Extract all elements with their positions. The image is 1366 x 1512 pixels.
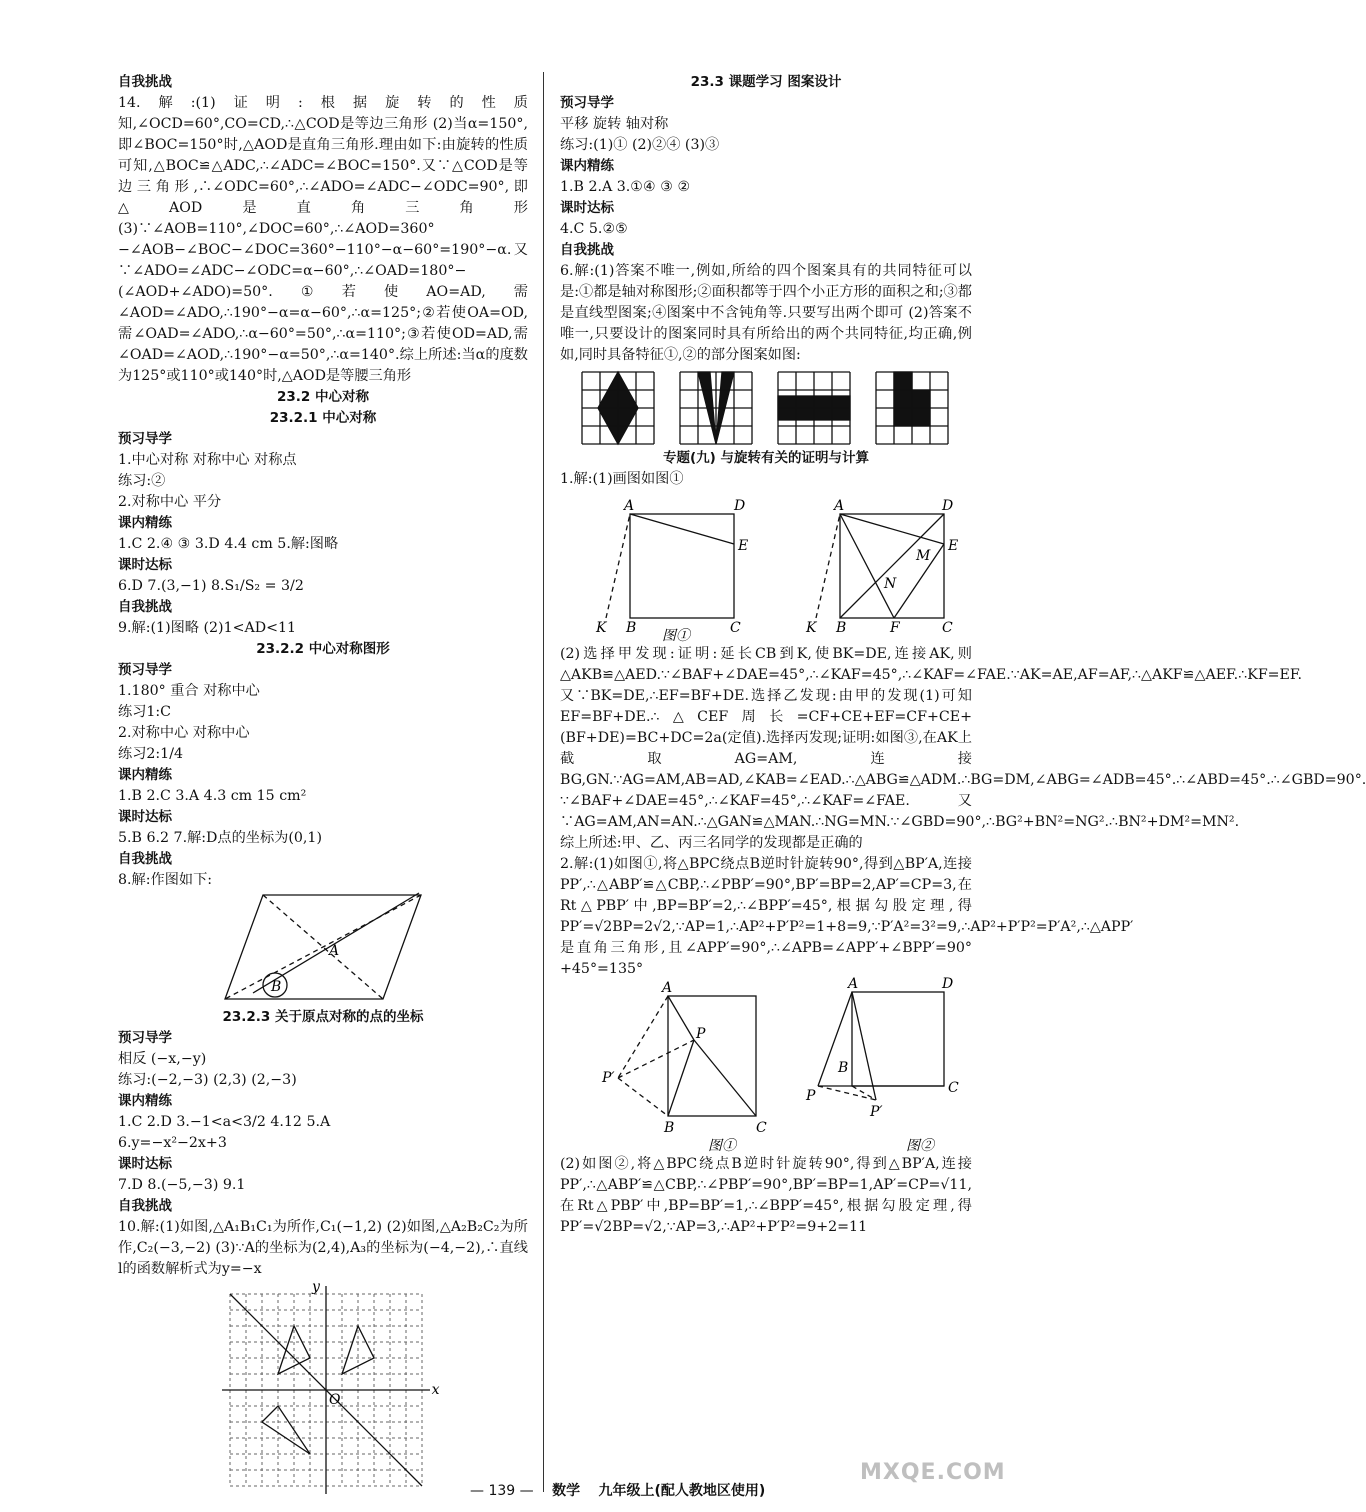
page-number: — 139 —	[470, 1483, 534, 1499]
figure-label: D	[734, 498, 746, 514]
figure-label: K	[596, 620, 607, 636]
answer-text: 1.B 2.A 3.①④ ③ ②	[560, 179, 691, 195]
figure-label: P	[696, 1026, 706, 1042]
section-heading: 自我挑战	[118, 851, 172, 867]
figure-label: D	[942, 498, 954, 514]
figure-label: P′	[602, 1070, 615, 1086]
answer-text: 5.B 6.2 7.解:D点的坐标为(0,1)	[118, 830, 322, 846]
section-heading: 课时达标	[118, 809, 172, 825]
section-heading: 预习导学	[560, 95, 614, 111]
section-heading: 课内精练	[118, 767, 172, 783]
answer-text: 9.解:(1)图略 (2)1<AD<11	[118, 620, 297, 636]
answer-text: 6.D 7.(3,−1) 8.S₁/S₂ = 3/2	[118, 578, 304, 594]
figure-rect	[894, 372, 912, 390]
figure-label: A	[848, 976, 859, 992]
section-title: 专题(九) 与旋转有关的证明与计算	[662, 450, 870, 466]
answer-text: (2)选择甲发现:证明:延长CB到K,使BK=DE,连接AK,则△AKB≌△AED.∵∠BAF+∠DAE=45°,∴∠KAF=45°,∴∠KAF=∠FAE.∵AK=AE,AF=AF,∴△AKF≌△AEF.∴KF=EF.又∵BK=DE,∴EF=BF+DE.选择乙发现:由甲的发现(1)可知EF=BF+DE.∴△CEF周长=CF+CE+EF=CF+CE+(BF+DE)=BC+DC=2a(定值).选择丙发现;证明:如图③,在AK上截取AG=AM,连接BG,GN.∵AG=AM,AB=AD,∠KAB=∠EAD.∴△ABG≌△ADM.∴BG=DM,∠ABG=∠ADB=45°.∴∠ABD=45°.∴∠GBD=90°.	[560, 646, 1366, 788]
figure-label: P	[806, 1088, 816, 1104]
figure-label: C	[730, 620, 741, 636]
answer-text: 10.解:(1)如图,△A₁B₁C₁为所作,C₁(−1,2) (2)如图,△A₂B₂C₂为所作,C₂(−3,−2) (3)∵A的坐标为(2,4),A₃的坐标为(−4,−2),∴直线l的函数解析式为y=−x	[118, 1219, 528, 1277]
figure-label: F	[890, 620, 900, 636]
section-heading: 课时达标	[118, 557, 172, 573]
figure-label: E	[948, 538, 959, 554]
figure-line	[840, 514, 894, 618]
answer-text: 相反 (−x,−y)	[118, 1051, 207, 1067]
figure-line	[668, 1040, 694, 1116]
figure-label: B	[626, 620, 637, 636]
answer-text: ∵∠BAF+∠DAE=45°,∴∠KAF=45°,∴∠KAF=∠FAE.又∵AG=AM,AN=AN.∴△GAN≌△MAN.∴NG=MN.∵∠GBD=90°,∴BG²+BN²=NG².∴BN²+DM²=MN².综上所述:甲、乙、丙三名同学的发现都是正确的	[560, 793, 1240, 851]
answer-text: 练习:(−2,−3) (2,3) (2,−3)	[118, 1072, 297, 1088]
answer-text: 练习:(1)① (2)②④ (3)③	[560, 137, 720, 153]
figure-label: C	[942, 620, 953, 636]
figure-label: A	[834, 498, 845, 514]
section-heading: 自我挑战	[118, 1198, 172, 1214]
figure-label: O	[329, 1392, 341, 1408]
section-heading: 预习导学	[118, 1030, 172, 1046]
page-footer	[470, 1480, 765, 1500]
answer-text: (2)如图②,将△BPC绕点B逆时针旋转90°,得到△BP′A,连接PP′,∴△ABP′≌△CBP,∴∠PBP′=90°,BP′=BP=1,AP′=CP=√11,在Rt△PBP′中,BP=BP′=1,∴∠BPP′=45°,根据勾股定理,得PP′=√2BP=√2,∵AP=3,∴AP²+P′P²=9+2=11	[560, 1156, 972, 1235]
pattern-diamond	[580, 370, 656, 446]
figure-label: C	[756, 1120, 767, 1136]
answer-text: 平移 旋转 轴对称	[560, 116, 669, 132]
answer-text: 1.C 2.D 3.−1<a<3/2 4.12 5.A	[118, 1114, 331, 1130]
answer-text: 6.y=−x²−2x+3	[118, 1135, 227, 1151]
answer-text: 8.解:作图如下:	[118, 872, 213, 888]
figure-label: C	[948, 1080, 959, 1096]
figure-line	[694, 1040, 756, 1116]
answer-text: 1.C 2.④ ③ 3.D 4.4 cm 5.解:图略	[118, 536, 339, 552]
section-title: 23.3 课题学习 图案设计	[690, 74, 842, 90]
figure-rect	[668, 996, 756, 1116]
section-heading: 自我挑战	[118, 74, 172, 90]
figure-label: B	[838, 1060, 849, 1076]
answer-text: 1.中心对称 对称中心 对称点	[118, 452, 297, 468]
answer-text: 练习2:1/4	[118, 746, 184, 762]
pattern-v	[678, 370, 754, 446]
figure-label: K	[806, 620, 817, 636]
figure-line	[225, 895, 421, 999]
section-heading: 课时达标	[118, 1156, 172, 1172]
answer-text: 7.D 8.(−5,−3) 9.1	[118, 1177, 246, 1193]
section-title: 23.2.3 关于原点对称的点的坐标	[222, 1009, 424, 1025]
figure-line	[668, 996, 694, 1040]
section-heading: 课内精练	[118, 1093, 172, 1109]
figure-shape	[262, 1406, 310, 1454]
figure-label: B	[271, 979, 282, 995]
figure-label: N	[884, 576, 897, 592]
coordinate-grid-figure	[208, 1278, 440, 1492]
section-title: 23.2.1 中心对称	[269, 410, 377, 426]
answer-text: 14.解:(1)证明:根据旋转的性质知,∠OCD=60°,CO=CD,∴△COD是等边三角形 (2)当α=150°,即∠BOC=150°时,△AOD是直角三角形.理由如下:由旋转的性质可知,△BOC≌△ADC,∴∠ADC=∠BOC=150°.又∵△COD是等边三角形,∴∠ODC=60°,∴∠ADO=∠ADC−∠ODC=90°,即△AOD是直角三角形 (3)∵∠AOB=110°,∠DOC=60°,∴∠AOD=360°−∠AOB−∠BOC−∠DOC=360°−110°−α−60°=190°−α.又∵∠ADO=∠ADC−∠ODC=α−60°,∴∠OAD=180°−(∠AOD+∠ADO)=50°.①若使AO=AD,需∠AOD=∠ADO,∴190°−α=α−60°,∴α=125°;②若使OA=OD,需∠OAD=∠ADO,∴α−60°=50°,∴α=110°;③若使OD=AD,需∠OAD=∠AOD,∴190°−α=50°,∴α=140°.综上所述:当α的度数为125°或110°或140°时,△AOD是等腰三角形	[118, 95, 528, 384]
figure-label: D	[942, 976, 954, 992]
section-heading: 课内精练	[560, 158, 614, 174]
figure-line	[630, 514, 734, 544]
left-column	[118, 72, 528, 1494]
pattern-bar	[776, 370, 852, 446]
figure-rect	[852, 992, 944, 1086]
figure-line	[606, 514, 630, 618]
figure-label: E	[738, 538, 749, 554]
answer-text: 2.解:(1)如图①,将△BPC绕点B逆时针旋转90°,得到△BP′A,连接PP′,∴△ABP′≌△CBP,∴∠PBP′=90°,BP′=BP=2,AP′=CP=3,在Rt△PBP′中,BP=BP′=2,∴∠BPP′=45°,根据勾股定理,得PP′=√2BP=2√2,∵AP=1,∴AP²+P′P²=1+8=9,∵P′A²=3²=9,∴AP²+P′P²=P′A²,∴△APP′是直角三角形,且∠APP′=90°,∴∠APB=∠APP′+∠BPP′=90°+45°=135°	[560, 856, 1134, 977]
section-heading: 预习导学	[118, 662, 172, 678]
section-heading: 自我挑战	[118, 599, 172, 615]
figure-line	[618, 1078, 668, 1116]
figure-label: B	[664, 1120, 675, 1136]
rotation-figures-1-2	[566, 492, 966, 642]
footer-subject: 数学	[552, 1483, 581, 1499]
right-column	[560, 72, 1366, 1238]
figure-line	[852, 992, 876, 1100]
figure-line	[816, 514, 840, 618]
section-heading: 课时达标	[560, 200, 614, 216]
answer-text: 4.C 5.②⑤	[560, 221, 628, 237]
section-title: 23.2.2 中心对称图形	[256, 641, 390, 657]
figure-label: B	[836, 620, 847, 636]
figure-label: 图②	[906, 1138, 934, 1154]
answer-text: 练习:②	[118, 473, 166, 489]
answer-text: 1.解:(1)画图如图①	[560, 471, 684, 487]
section-heading: 课内精练	[118, 515, 172, 531]
figure-label: 图①	[708, 1138, 736, 1154]
figure-line	[818, 1086, 876, 1100]
answer-text: 2.对称中心 对称中心	[118, 725, 250, 741]
pattern-cross	[874, 370, 950, 446]
section-title: 23.2 中心对称	[276, 389, 369, 405]
parallelogram-figure	[223, 893, 423, 1005]
answer-text: 6.解:(1)答案不唯一,例如,所给的四个图案具有的共同特征可以是:①都是轴对称图形;②面积都等于四个小正方形的面积之和;③都是直线型图案;④图案中不含钝角等.只要写出两个即可 (2)答案不唯一,只要设计的图案同时具有所给出的两个共同特征,均正确,例如,同时具备特征①,②的部分图案如图:	[560, 263, 972, 363]
figure-label: P′	[870, 1104, 883, 1120]
figure-label: x	[431, 1382, 440, 1398]
figure-label: y	[312, 1278, 320, 1295]
section-heading: 预习导学	[118, 431, 172, 447]
figure-label: A	[662, 980, 673, 996]
figure-line	[852, 1086, 876, 1100]
rotation-figures-3-4	[566, 976, 966, 1154]
answer-text: 1.B 2.C 3.A 4.3 cm 15 cm²	[118, 788, 307, 804]
answer-text: 1.180° 重合 对称中心	[118, 683, 260, 699]
footer-grade: 九年级上(配人教地区使用)	[598, 1483, 766, 1499]
column-divider	[543, 72, 544, 1492]
answer-text: 2.对称中心 平分	[118, 494, 222, 510]
figure-label: A	[329, 943, 340, 959]
pattern-figures	[580, 370, 950, 446]
section-heading: 自我挑战	[560, 242, 614, 258]
figure-label: 图①	[662, 628, 690, 644]
figure-label: M	[916, 548, 931, 564]
answer-text: 练习1:C	[118, 704, 172, 720]
figure-label: A	[624, 498, 635, 514]
watermark: MXQE.COM	[860, 1460, 1006, 1485]
